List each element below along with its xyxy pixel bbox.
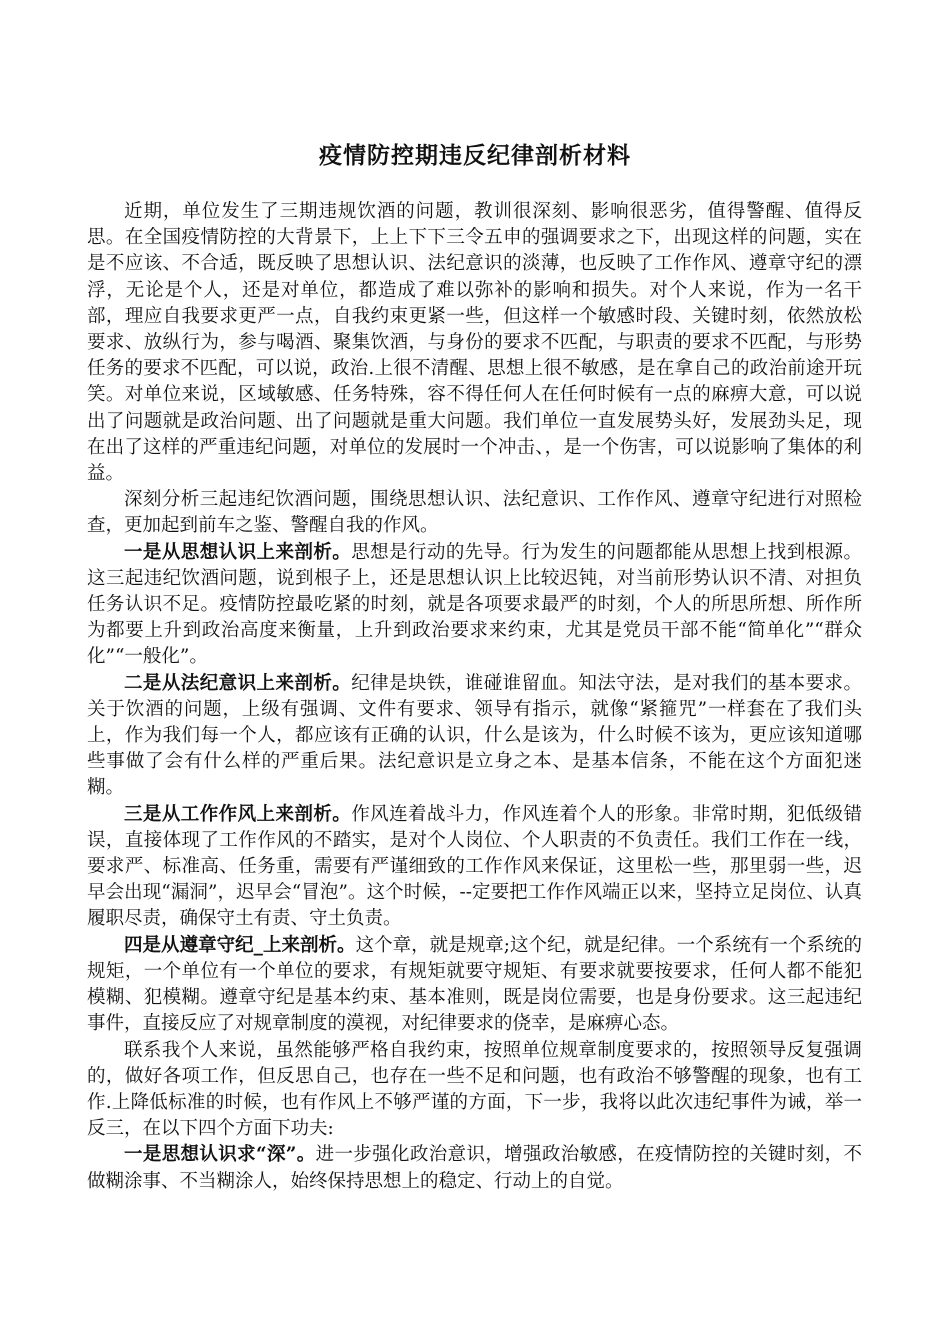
paragraph bbox=[87, 487, 862, 539]
paragraph bbox=[87, 540, 862, 671]
paragraph bbox=[87, 1142, 862, 1194]
document-body bbox=[87, 199, 862, 1195]
paragraph bbox=[87, 1038, 862, 1143]
paragraph-text: 深刻分析三起违纪饮酒问题，围绕思想认识、法纪意识、工作作风、遵章守纪进行对照检查，更加起到前车之鉴、警醒自我的作风。 bbox=[87, 489, 862, 537]
paragraph-text: 纪律是块铁，谁碰谁留血。知法守法，是对我们的基本要求。关于饮酒的问题，上级有强调、文件有要求、领导有指示，就像“紧箍咒”一样套在了我们头上，作为我们每一个人，都应该有正确的认识，什么是该为，什么时候不该为，更应该知道哪些事做了会有什么样的严重后果。法纪意识是立身之本、是基本信条，不能在这个方面犯迷糊。 bbox=[87, 672, 862, 799]
paragraph bbox=[87, 933, 862, 1038]
paragraph-lead: 一是思想认识求“深”。 bbox=[124, 1144, 316, 1166]
paragraph-lead: 四是从遵章守纪_上来剖析。 bbox=[124, 934, 356, 956]
paragraph-text: 作风连着战斗力，作风连着个人的形象。非常时期，犯低级错误，直接体现了工作作风的不踏实，是对个人岗位、个人职责的不负责任。我们工作在一线，要求严、标准高、任务重，需要有严谨细致的工作作风来保证，这里松一些，那里弱一些，迟早会出现“漏洞”，迟早会“冒泡”。这个时候，--定要把工作作风端正以来，坚持立足岗位、认真履职尽责，确保守土有责、守土负责。 bbox=[87, 803, 862, 930]
paragraph-text: 联系我个人来说，虽然能够严格自我约束，按照单位规章制度要求的，按照领导反复强调的，做好各项工作，但反思自己，也存在一些不足和问题，也有政治不够警醒的现象，也有工作.上降低标准的时候，也有作风上不够严谨的方面，下一步，我将以此次违纪事件为诫，举一反三，在以下四个方面下功夫: bbox=[87, 1039, 862, 1140]
paragraph-text: 进一步强化政治意识，增强政治敏感，在疫情防控的关键时刻，不做糊涂事、不当糊涂人，始终保持思想上的稳定、行动上的自觉。 bbox=[87, 1144, 862, 1192]
paragraph bbox=[87, 671, 862, 802]
paragraph bbox=[87, 199, 862, 487]
paragraph-lead: 三是从工作作风上来剖析。 bbox=[124, 803, 352, 825]
paragraph-lead: 二是从法纪意识上来剖析。 bbox=[124, 672, 352, 694]
paragraph-text: 近期，单位发生了三期违规饮酒的问题，教训很深刻、影响很恶劣，值得警醒、值得反思。在全国疫情防控的大背景下，上上下下三令五申的强调要求之下，出现这样的问题，实在是不应该、不合适，既反映了思想认识、法纪意识的淡薄，也反映了工作作风、遵章守纪的漂浮，无论是个人，还是对单位，都造成了难以弥补的影响和损失。对个人来说，作为一名干部，理应自我要求更严一点，自我约束更紧一些，但这样一个敏感时段、关键时刻，依然放松要求、放纵行为，参与喝酒、聚集饮酒，与身份的要求不匹配，与职责的要求不匹配，与形势任务的要求不匹配，可以说，政治.上很不清醒、思想上很不敏感，是在拿自己的政治前途开玩笑。对单位来说，区域敏感、任务特殊，容不得任何人在任何时候有一点的麻痹大意，可以说出了问题就是政治问题、出了问题就是重大问题。我们单位一直发展势头好，发展劲头足，现在出了这样的严重违纪问题，对单位的发展时一个冲击、，是一个伤害，可以说影响了集体的利益。 bbox=[87, 201, 862, 485]
paragraph bbox=[87, 802, 862, 933]
paragraph-text: 这个章，就是规章;这个纪，就是纪律。一个系统有一个系统的规矩，一个单位有一个单位的要求，有规矩就要守规矩、有要求就要按要求，任何人都不能犯模糊、犯模糊。遵章守纪是基本约束、基本准则，既是岗位需要，也是身份要求。这三起违纪事件，直接反应了对规章制度的漠视，对纪律要求的侥幸，是麻痹心态。 bbox=[87, 934, 862, 1035]
document-title: 疫情防控期违反纪律剖析材料 bbox=[319, 142, 631, 169]
paragraph-lead: 一是从思想认识上来剖析。 bbox=[124, 541, 352, 563]
paragraph-text: 思想是行动的先导。行为发生的问题都能从思想上找到根源。这三起违纪饮酒问题，说到根子上，还是思想认识上比较迟钝，对当前形势认识不清、对担负任务认识不足。疫情防控最吃紧的时刻，就是各项要求最严的时刻，个人的所思所想、所作所为都要上升到政治高度来衡量，上升到政治要求来约束，尤其是党员干部不能“简单化”“群众化”“一般化”。 bbox=[87, 541, 862, 668]
